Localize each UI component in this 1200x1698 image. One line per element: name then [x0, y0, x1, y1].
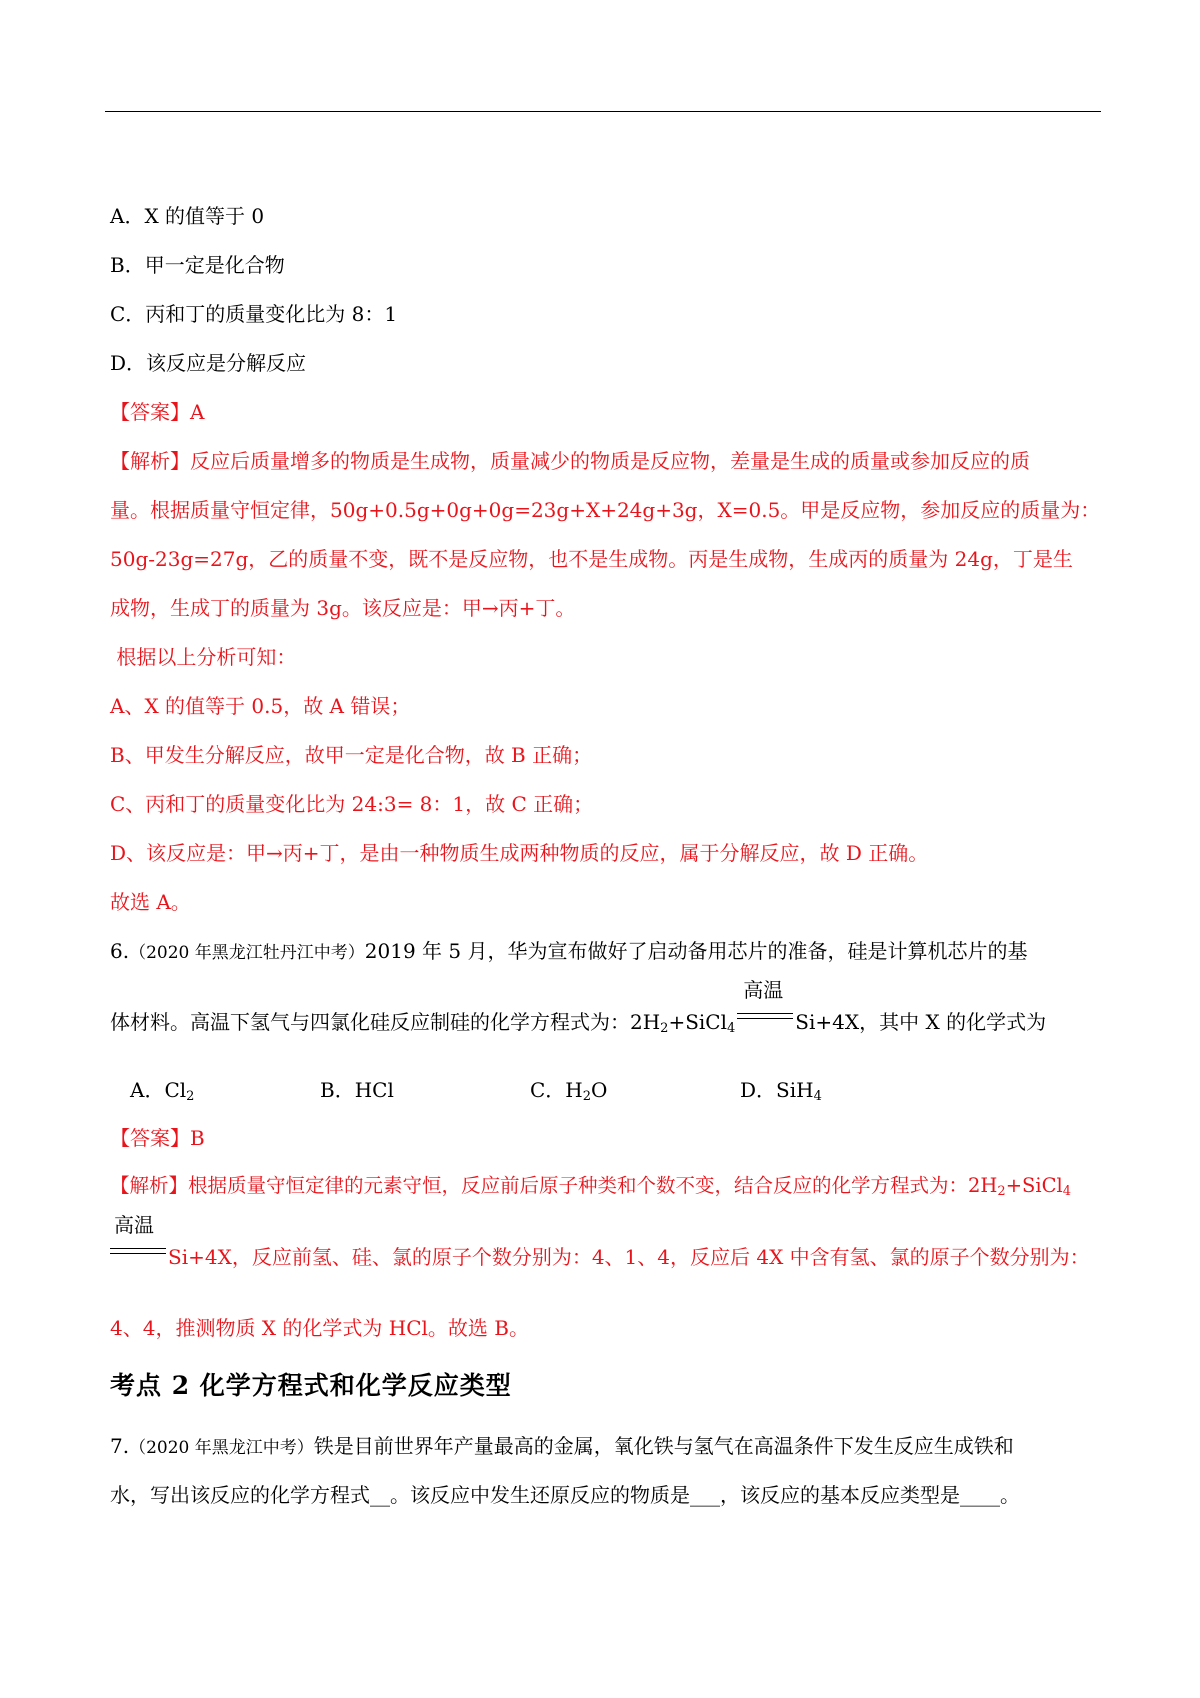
q6-condition-text: 高温	[743, 978, 784, 1002]
q6-reaction-condition	[737, 978, 793, 1029]
q5-option-c: C．丙和丁的质量变化比为 8：1	[110, 302, 398, 326]
q6-subscript: 2	[660, 1021, 669, 1036]
q6-stem-suffix: Si+4X，其中 X 的化学式为	[795, 1010, 1047, 1034]
q5-analysis-line: 成物，生成丁的质量为 3g。该反应是：甲→丙+丁。	[110, 596, 576, 620]
q6-analysis-condition	[110, 1213, 166, 1264]
q6-subscript: 2	[186, 1089, 195, 1104]
q6-analysis-condition-text: 高温	[114, 1213, 154, 1237]
q6-subscript: 4	[1062, 1184, 1072, 1199]
q6-option-c-text: C．H	[530, 1078, 583, 1102]
q7-stem-line1	[110, 1432, 1014, 1462]
q6-option-b: B．HCl	[320, 1078, 394, 1102]
q5-analysis-line: B、甲发生分解反应，故甲一定是化合物，故 B 正确；	[110, 743, 593, 767]
q6-analysis-text: 【解析】根据质量守恒定律的元素守恒，反应前后原子种类和个数不变，结合反应的化学方程式为：2H	[110, 1174, 998, 1197]
q6-answer: 【答案】B	[110, 1126, 205, 1150]
q5-analysis-line: 故选 A。	[110, 890, 191, 914]
q5-analysis-line: D、该反应是：甲→丙+丁，是由一种物质生成两种物质的反应，属于分解反应，故 D 正确。	[110, 841, 929, 865]
q6-subscript: 2	[582, 1089, 592, 1104]
q5-analysis-line: 【解析】反应后质量增多的物质是生成物，质量减少的物质是反应物，差量是生成的质量或参加反应的质	[110, 449, 1030, 473]
q5-option-d: D．该反应是分解反应	[110, 351, 307, 375]
q6-subscript: 4	[727, 1021, 736, 1036]
q6-stem-line1	[110, 937, 1027, 967]
section-heading: 考点 2 化学方程式和化学反应类型	[110, 1371, 512, 1400]
q5-analysis-line: A、X 的值等于 0.5，故 A 错误；	[110, 694, 411, 718]
q6-stem-prefix: 体材料。高温下氢气与四氯化硅反应制硅的化学方程式为：2H	[110, 1010, 661, 1034]
q6-formula-part: +SiCl	[668, 1010, 728, 1034]
q7-stem-line2: 水，写出该反应的化学方程式__。该反应中发生还原反应的物质是___，该反应的基本反应类型是____。	[110, 1483, 1020, 1507]
q5-analysis-line: 量。根据质量守恒定律，50g+0.5g+0g+0g=23g+X+24g+3g，X=0.5。甲是反应物，参加反应的质量为：	[110, 498, 1101, 522]
q5-answer: 【答案】A	[110, 400, 205, 424]
q5-analysis-line: 50g-23g=27g，乙的质量不变，既不是反应物，也不是生成物。丙是生成物，生成丙的质量为 24g，丁是生	[110, 547, 1073, 571]
q7-source: （2020 年黑龙江中考）	[129, 1438, 314, 1458]
q6-stem-text: 2019 年 5 月，华为宣布做好了启动备用芯片的准备，硅是计算机芯片的基	[364, 939, 1028, 963]
q6-option-a-text: A．Cl	[130, 1078, 187, 1102]
q6-subscript: 2	[997, 1184, 1006, 1199]
q6-option-d	[740, 1076, 822, 1104]
q6-analysis-line2	[110, 1213, 1090, 1271]
q6-option-a	[130, 1076, 194, 1104]
q6-option-c-suffix: O	[591, 1078, 608, 1102]
q5-option-a: A．X 的值等于 0	[110, 204, 265, 228]
q6-analysis-line3: 4、4，推测物质 X 的化学式为 HCl。故选 B。	[110, 1316, 529, 1340]
q6-analysis-formula: +SiCl	[1005, 1174, 1063, 1197]
q6-analysis-text: Si+4X，反应前氢、硅、氯的原子个数分别为：4、1、4，反应后 4X 中含有氢、氯的原子个数分别为：	[168, 1245, 1090, 1269]
q5-analysis-line: 根据以上分析可知：	[110, 645, 297, 669]
q5-option-b: B．甲一定是化合物	[110, 253, 285, 277]
q6-analysis-equals-sign	[110, 1248, 166, 1254]
q5-analysis-line: C、丙和丁的质量变化比为 24:3= 8：1，故 C 正确；	[110, 792, 594, 816]
q6-equals-sign	[737, 1013, 793, 1019]
q6-number: 6.	[110, 939, 130, 963]
q6-source: （2020 年黑龙江牡丹江中考）	[129, 943, 365, 963]
q6-subscript: 4	[813, 1089, 822, 1104]
q6-option-d-text: D．SiH	[740, 1078, 814, 1102]
q7-stem-text: 铁是目前世界年产量最高的金属，氧化铁与氢气在高温条件下发生反应生成铁和	[313, 1434, 1014, 1458]
header-rule	[105, 111, 1101, 112]
q7-number: 7.	[110, 1434, 130, 1458]
q6-option-c	[530, 1076, 607, 1104]
q6-stem-line2	[110, 978, 1047, 1036]
q6-analysis-line1	[110, 1172, 1071, 1200]
